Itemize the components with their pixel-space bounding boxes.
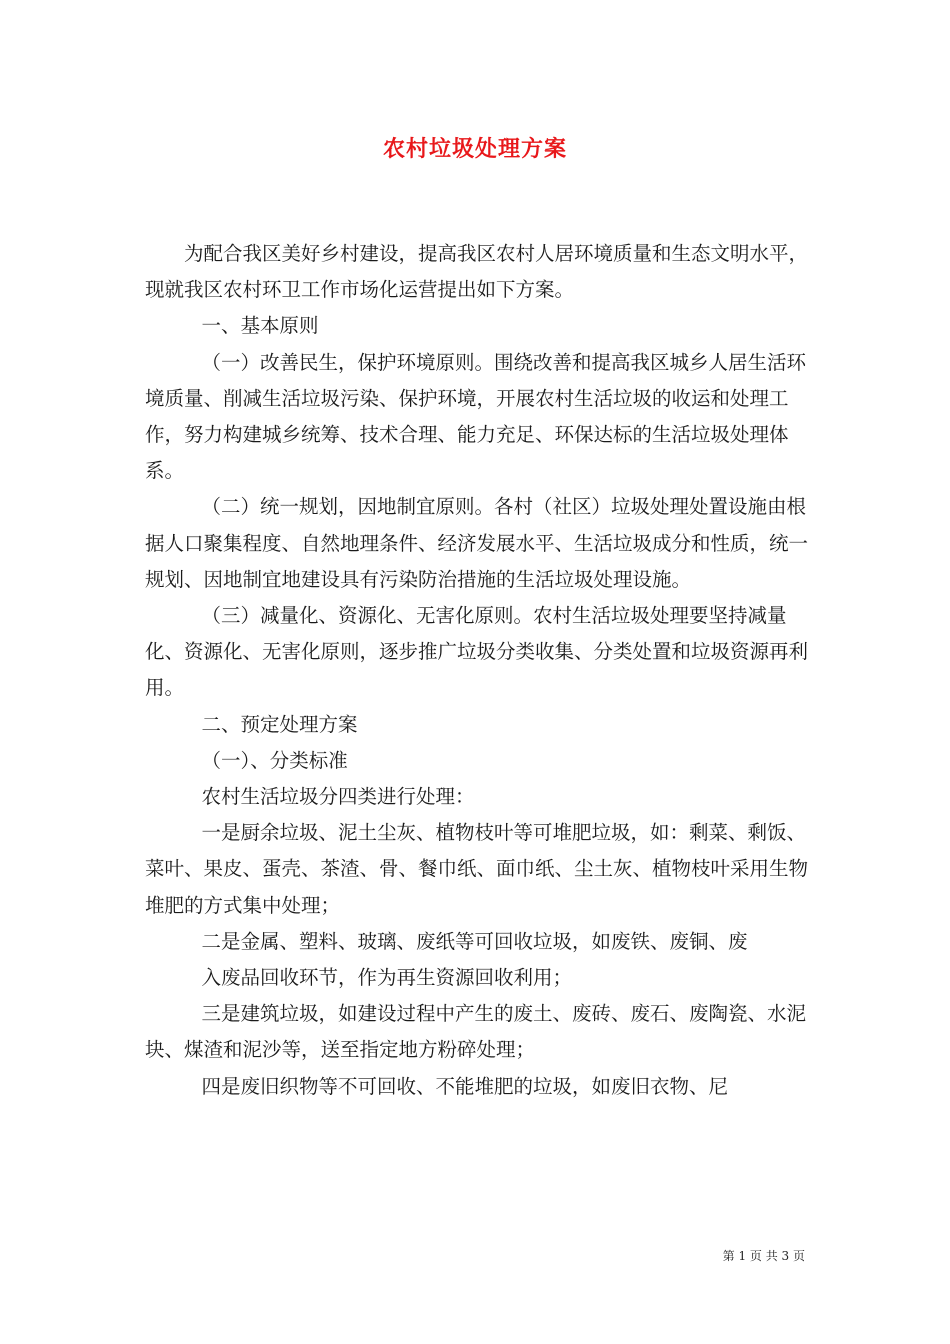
- paragraph-classification-intro: 农村生活垃圾分四类进行处理：: [201, 785, 475, 809]
- paragraph-category-4: 四是废旧织物等不可回收、不能堆肥的垃圾，如废旧衣物、尼: [201, 1074, 729, 1098]
- document-title: 农村垃圾处理方案: [382, 136, 567, 162]
- subsection-heading-classification: （一）、分类标准: [201, 748, 348, 772]
- section-heading-2: 二、预定处理方案: [201, 712, 358, 736]
- paragraph-category-1: 一是厨余垃圾、泥土尘灰、植物枝叶等可堆肥垃圾，如：剩菜、剩饭、菜叶、果皮、蛋壳、茶渣、骨、餐巾纸、面巾纸、尘土灰、植物枝叶采用生物堆肥的方式集中处理；: [145, 821, 809, 917]
- section-heading-1: 一、基本原则: [201, 314, 319, 338]
- paragraph-intro: 为配合我区美好乡村建设，提高我区农村人居环境质量和生态文明水平，现就我区农村环卫工作市场化运营提出如下方案。: [145, 242, 809, 302]
- paragraph-principle-1: （一）改善民生，保护环境原则。围绕改善和提高我区城乡人居生活环境质量、削减生活垃圾污染、保护环境，开展农村生活垃圾的收运和处理工作，努力构建城乡统筹、技术合理、能力充足、环保达标的生活垃圾处理体系。: [145, 350, 807, 483]
- document-body: [145, 236, 810, 1105]
- paragraph-category-2: 二是金属、塑料、玻璃、废纸等可回收垃圾，如废铁、废铜、废: [201, 929, 748, 953]
- paragraph-principle-2: （二）统一规划，因地制宜原则。各村（社区）垃圾处理处置设施由根据人口聚集程度、自然地理条件、经济发展水平、生活垃圾成分和性质，统一规划、因地制宜地建设具有污染防治措施的生活垃圾处理设施。: [145, 495, 809, 591]
- page-number-footer: 第 1 页 共 3 页: [722, 1249, 805, 1263]
- paragraph-principle-3: （三）减量化、资源化、无害化原则。农村生活垃圾处理要坚持减量化、资源化、无害化原则，逐步推广垃圾分类收集、分类处置和垃圾资源再利用。: [145, 604, 809, 700]
- paragraph-category-2-continued: 入废品回收环节，作为再生资源回收利用；: [201, 966, 573, 990]
- paragraph-category-3: 三是建筑垃圾，如建设过程中产生的废土、废砖、废石、废陶瓷、水泥块、煤渣和泥沙等，送至指定地方粉碎处理；: [145, 1002, 807, 1062]
